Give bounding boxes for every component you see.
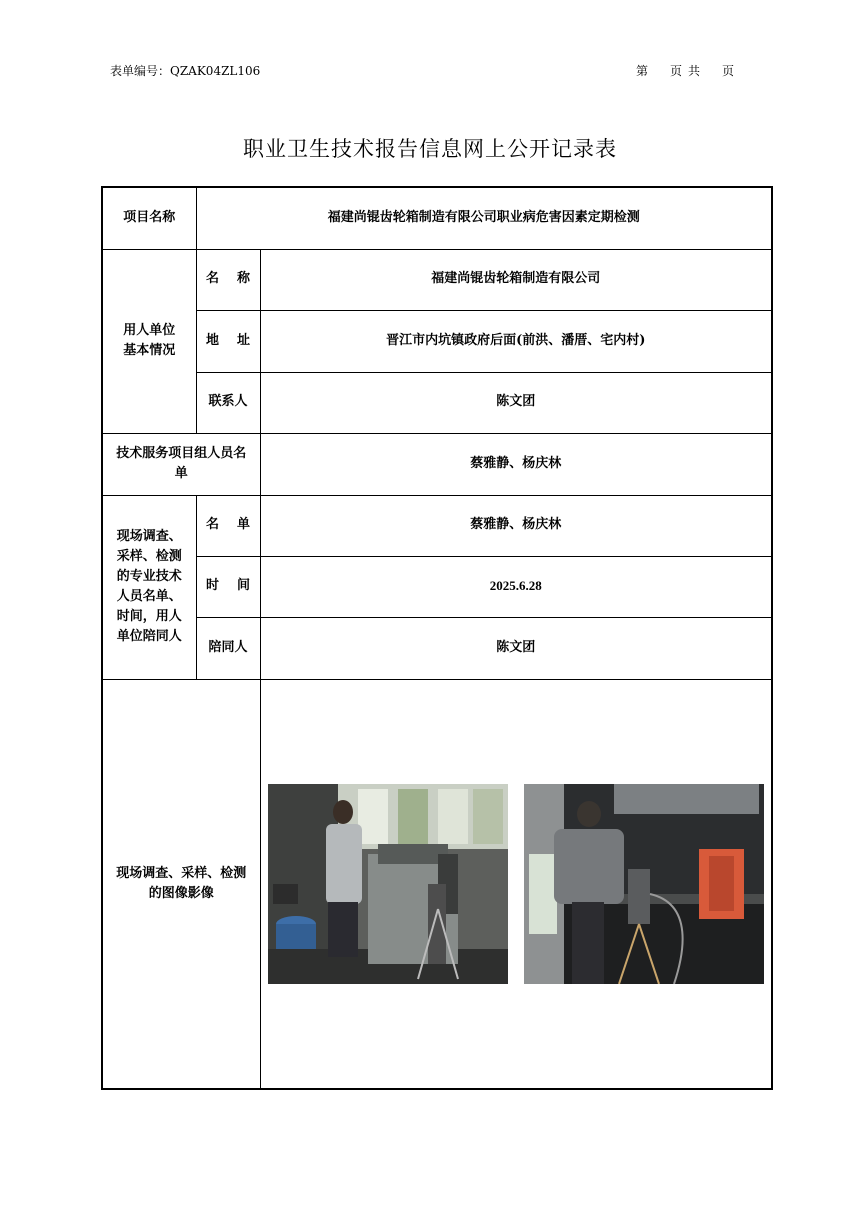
label-part: 单: [237, 517, 251, 533]
table-row: [102, 433, 772, 495]
project-name-label: 项目名称: [102, 187, 196, 249]
label-part: 时: [205, 578, 219, 594]
employer-name-label: [196, 249, 260, 310]
project-name-value: 福建尚锟齿轮箱制造有限公司职业病危害因素定期检测: [196, 187, 772, 249]
page-gong: 共: [688, 64, 701, 78]
page-ye: 页: [670, 64, 683, 78]
label-part: 名: [205, 517, 219, 533]
table-row: [102, 310, 772, 372]
team-value: 蔡雅静、杨庆林: [260, 433, 772, 495]
label-part: 址: [237, 332, 251, 348]
survey-names-label: [196, 495, 260, 556]
photo-left-graphic: [268, 784, 508, 984]
workshop-photo-icon: [268, 784, 508, 984]
survey-time-value: 2025.6.28: [260, 556, 772, 617]
employer-label: 用人单位基本情况: [102, 249, 196, 433]
table-row: [102, 617, 772, 679]
images-cell: [260, 679, 772, 1089]
table-row: [102, 372, 772, 433]
employer-address-label: [196, 310, 260, 372]
employer-name-value: 福建尚锟齿轮箱制造有限公司: [260, 249, 772, 310]
form-number: 表单编号：QZAK04ZL106: [110, 64, 261, 78]
table-row: [102, 187, 772, 249]
survey-label: 现场调查、采样、检测的专业技术人员名单、时间，用人单位陪同人: [102, 495, 196, 679]
label-part: 称: [237, 271, 251, 287]
table-row: [102, 679, 772, 1089]
photo-area: [261, 680, 772, 1089]
page-ye2: 页: [722, 64, 735, 78]
survey-names-value: 蔡雅静、杨庆林: [260, 495, 772, 556]
employer-address-value: 晋江市内坑镇政府后面(前洪、潘厝、宅内村): [260, 310, 772, 372]
label-part: 地: [205, 332, 219, 348]
label-part: 间: [237, 578, 251, 594]
record-table: [101, 186, 773, 1090]
survey-escort-label: 陪同人: [196, 617, 260, 679]
table-row: [102, 556, 772, 617]
photo-right-graphic: [524, 784, 764, 984]
survey-escort-value: 陈文团: [260, 617, 772, 679]
page-title: 职业卫生技术报告信息网上公开记录表: [243, 137, 617, 161]
images-label: 现场调查、采样、检测的图像影像: [102, 679, 260, 1089]
table-row: [102, 249, 772, 310]
team-label: 技术服务项目组人员名单: [102, 433, 260, 495]
label-part: 名: [205, 271, 219, 287]
employer-contact-value: 陈文团: [260, 372, 772, 433]
table-row: [102, 495, 772, 556]
workshop-photo-icon: [524, 784, 764, 984]
employer-contact-label: 联系人: [196, 372, 260, 433]
page-di: 第: [636, 64, 649, 78]
page-indicator: [636, 62, 734, 79]
survey-time-label: [196, 556, 260, 617]
